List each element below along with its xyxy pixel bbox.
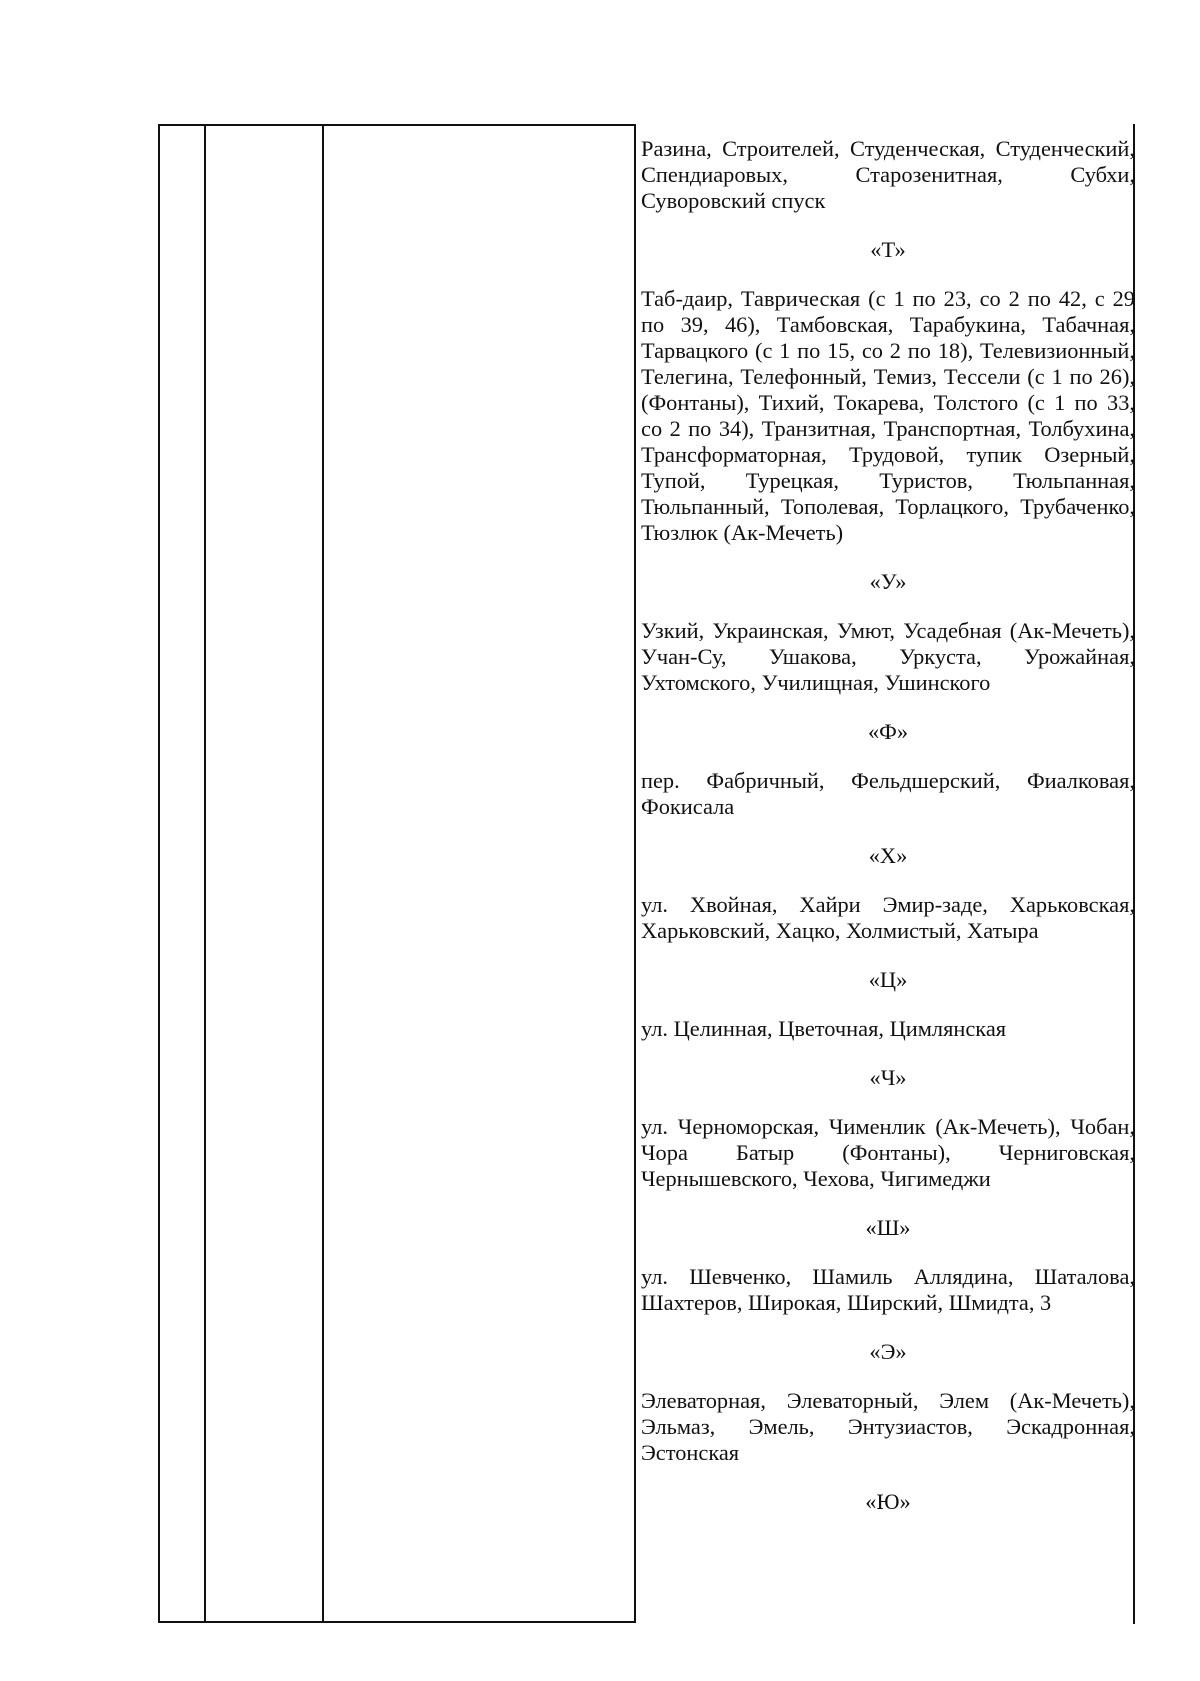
table-column-divider — [634, 124, 636, 1623]
street-list-paragraph: Узкий, Украинская, Умют, Усадебная (Ак-Мечеть), Учан-Су, Ушакова, Уркуста, Урожайная, Ухтомского, Училищная, Ушинского — [641, 618, 1135, 695]
street-list-paragraph: ул. Шевченко, Шамиль Аллядина, Шаталова, Шахтеров, Широкая, Ширский, Шмидта, 3 — [641, 1264, 1135, 1315]
street-list-paragraph: Элеваторная, Элеваторный, Элем (Ак-Мечеть), Эльмаз, Эмель, Энтузиастов, Эскадронная, Эстонская — [641, 1388, 1135, 1465]
table-bottom-border — [158, 1621, 635, 1623]
street-list-paragraph: ул. Целинная, Цветочная, Цимлянская — [641, 1016, 1007, 1041]
street-list-paragraph: пер. Фабричный, Фельдшерский, Фиалковая, Фокисала — [641, 768, 1135, 819]
street-list-paragraph: ул. Хвойная, Хайри Эмир-заде, Харьковская, Харьковский, Хацко, Холмистый, Хатыра — [641, 892, 1135, 943]
letter-heading: «Э» — [869, 1339, 907, 1364]
letter-heading: «Ч» — [869, 1065, 907, 1090]
table-column-divider — [204, 124, 206, 1623]
table-column-divider — [322, 124, 324, 1623]
letter-heading: «Ю» — [865, 1489, 911, 1514]
letter-heading: «Т» — [870, 237, 906, 262]
street-list-paragraph: Таб-даир, Таврическая (с 1 по 23, со 2 по 42, с 29 по 39, 46), Тамбовская, Тарабукина, Табачная, Тарвацкого (с 1 по 15, со 2 по 18), Телевизионный, Телегина, Телефонный, Темиз, Тессели (с 1 по 26), (Фонтаны), Тихий, Токарева, Толстого (с 1 по 33, со 2 по 34), Транзитная, Транспортная, Толбухина, Трансформаторная, Трудовой, тупик Озерный, Тупой, Турецкая, Туристов, Тюльпанная, Тюльпанный, Тополевая, Торлацкого, Трубаченко, Тюзлюк (Ак-Мечеть) — [641, 286, 1135, 545]
table-top-border — [158, 124, 635, 126]
letter-heading: «У» — [869, 569, 907, 594]
street-list-column — [641, 136, 1135, 1538]
street-list-paragraph: Разина, Строителей, Студенческая, Студенческий, Спендиаровых, Старозенитная, Субхи, Суворовский спуск — [641, 136, 1135, 213]
letter-heading: «Х» — [868, 843, 908, 868]
street-list-paragraph: ул. Черноморская, Чименлик (Ак-Мечеть), Чобан, Чора Батыр (Фонтаны), Черниговская, Чернышевского, Чехова, Чигимеджи — [641, 1114, 1135, 1191]
table-column-divider — [158, 124, 160, 1623]
letter-heading: «Ф» — [867, 719, 909, 744]
letter-heading: «Ш» — [865, 1215, 911, 1240]
letter-heading: «Ц» — [868, 967, 908, 992]
